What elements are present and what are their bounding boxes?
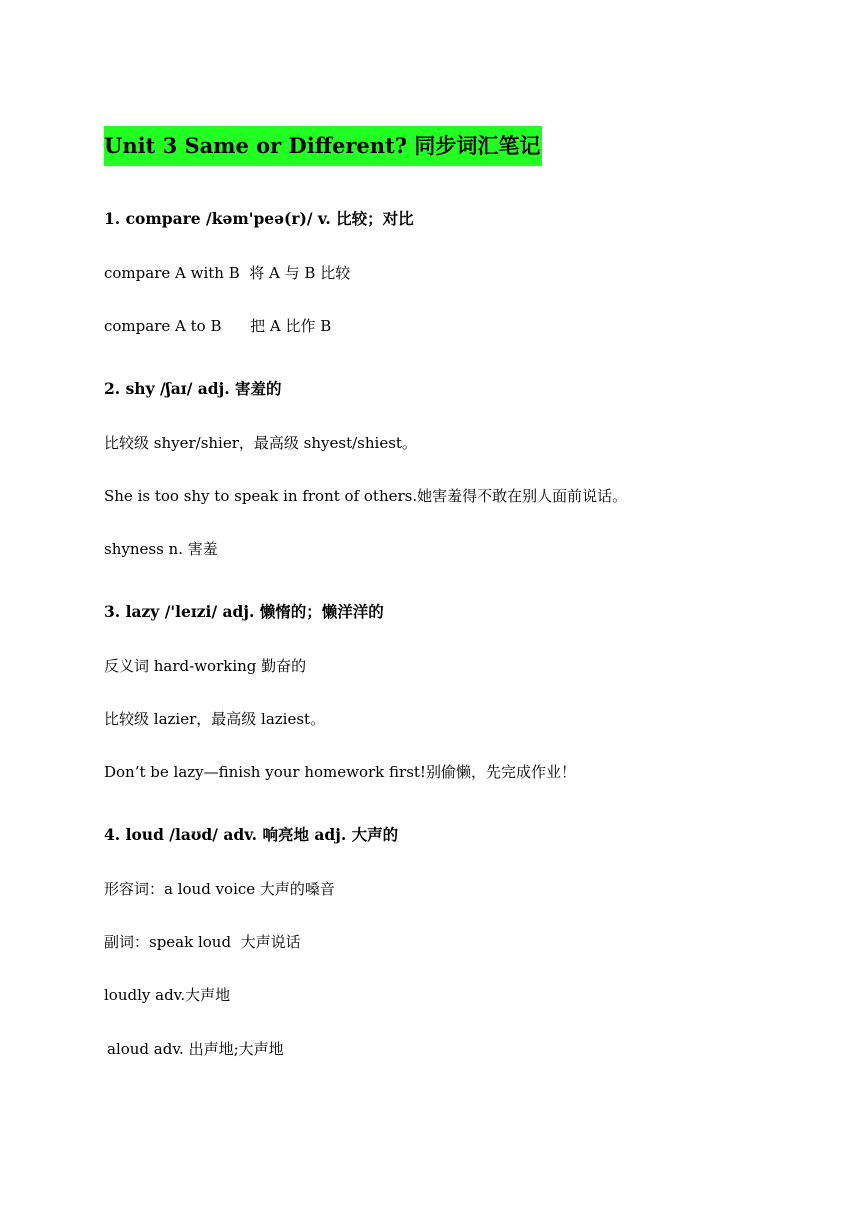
entry-heading-loud: 4. loud /laʊd/ adv. 响亮地 adj. 大声的 [104, 825, 399, 844]
entry-line: 反义词 hard-working 勤奋的 [104, 657, 307, 675]
entry-line: loudly adv.大声地 [104, 986, 231, 1004]
entry-line: 比较级 shyer/shier，最高级 shyest/shiest。 [104, 434, 417, 452]
entry-line: She is too shy to speak in front of others.她害羞得不敢在别人面前说话。 [104, 487, 628, 505]
entry-line: 比较级 lazier，最高级 laziest。 [104, 710, 326, 728]
entry-line: compare A with B 将 A 与 B 比较 [104, 264, 351, 282]
entry-line: aloud adv. 出声地;大声地 [107, 1040, 284, 1058]
document-title: Unit 3 Same or Different? 同步词汇笔记 [104, 126, 542, 166]
entry-line: 副词：speak loud 大声说话 [104, 933, 301, 951]
entry-heading-compare: 1. compare /kəm'peə(r)/ v. 比较；对比 [104, 209, 414, 228]
entry-line: Don’t be lazy—finish your homework first!别偷懒，先完成作业！ [104, 763, 576, 781]
entry-heading-lazy: 3. lazy /'leɪzi/ adj. 懒惰的；懒洋洋的 [104, 602, 384, 621]
entry-heading-shy: 2. shy /ʃaɪ/ adj. 害羞的 [104, 379, 282, 398]
entry-line: shyness n. 害羞 [104, 540, 218, 558]
entry-line: 形容词：a loud voice 大声的嗓音 [104, 880, 335, 898]
entry-line: compare A to B 把 A 比作 B [104, 317, 332, 335]
